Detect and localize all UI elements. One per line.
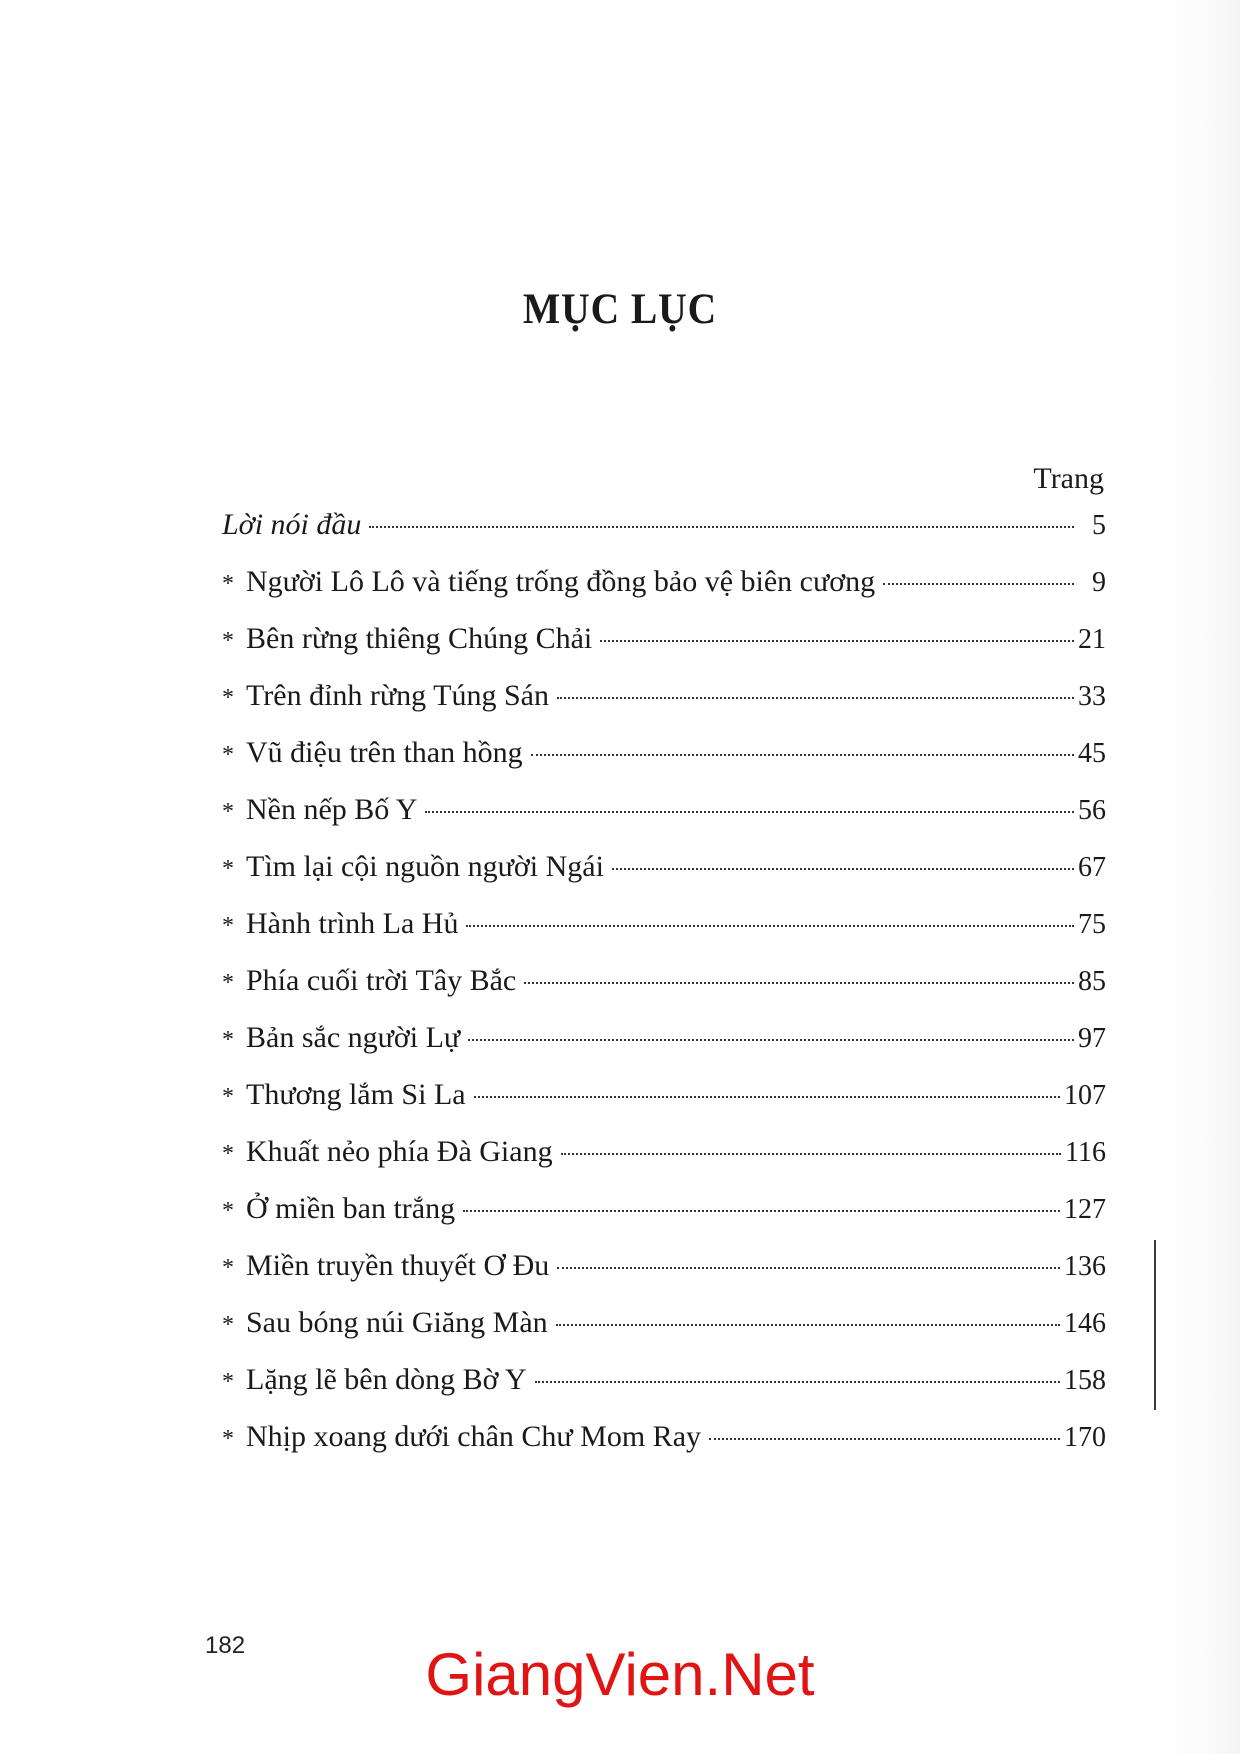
toc-entry-page: 85 (1078, 966, 1106, 997)
toc-entry-title: Bên rừng thiêng Chúng Chải (246, 622, 593, 655)
watermark (0, 1640, 1240, 1709)
dot-leader (557, 697, 1074, 699)
toc-entry-title: Nền nếp Bố Y (246, 793, 418, 826)
toc-entry-title: Khuất nẻo phía Đà Giang (246, 1135, 553, 1168)
toc-entry[interactable] (222, 736, 1106, 793)
toc-bullet: * (222, 799, 234, 825)
toc-entry-title: Lặng lẽ bên dòng Bờ Y (246, 1363, 527, 1396)
toc-entry[interactable] (222, 907, 1106, 964)
page-edge-shadow (1154, 0, 1240, 1754)
watermark-text: GiangVien.Net (425, 1641, 815, 1708)
toc-entry-title: Lời nói đầu (222, 508, 362, 541)
dot-leader (883, 583, 1074, 585)
dot-leader (556, 1324, 1060, 1326)
toc-entry-page: 45 (1078, 738, 1106, 769)
toc-entry-title: Bản sắc người Lự (246, 1021, 461, 1054)
toc-entry-title: Thương lắm Si La (246, 1078, 466, 1111)
toc-entry-title: Tìm lại cội nguồn người Ngái (246, 850, 604, 883)
binding-edge-line (1154, 1240, 1156, 1410)
page-column-label: Trang (1033, 462, 1104, 495)
toc-entry-page: 21 (1078, 624, 1106, 655)
toc-entry[interactable] (222, 1078, 1106, 1135)
toc-entry[interactable] (222, 1192, 1106, 1249)
toc-entry-title: Hành trình La Hủ (246, 907, 459, 940)
toc-entry-page: 170 (1064, 1422, 1106, 1453)
toc-entry-title: Người Lô Lô và tiếng trống đồng bảo vệ biên cương (246, 565, 876, 598)
toc-entry-title: Trên đỉnh rừng Túng Sán (246, 679, 549, 712)
dot-leader (612, 868, 1074, 870)
toc-entry-page: 136 (1064, 1251, 1106, 1282)
toc-entry-page: 56 (1078, 795, 1106, 826)
dot-leader (463, 1210, 1060, 1212)
toc-entry[interactable] (222, 1135, 1106, 1192)
toc-bullet: * (222, 1198, 234, 1224)
toc-bullet: * (222, 1312, 234, 1338)
dot-leader (709, 1438, 1060, 1440)
dot-leader (600, 640, 1074, 642)
toc-bullet: * (222, 1369, 234, 1395)
toc-entry[interactable] (222, 508, 1106, 565)
dot-leader (535, 1381, 1060, 1383)
toc-bullet: * (222, 970, 234, 996)
dot-leader (561, 1153, 1061, 1155)
dot-leader (369, 526, 1074, 528)
toc-entry-page: 158 (1064, 1365, 1106, 1396)
toc-entry[interactable] (222, 850, 1106, 907)
toc-bullet: * (222, 856, 234, 882)
toc-bullet: * (222, 913, 234, 939)
toc-entry[interactable] (222, 1249, 1106, 1306)
table-of-contents (222, 508, 1106, 1477)
toc-entry-title: Ở miền ban trắng (246, 1192, 456, 1225)
dot-leader (531, 754, 1074, 756)
toc-entry-page: 33 (1078, 681, 1106, 712)
toc-entry[interactable] (222, 679, 1106, 736)
dot-leader (425, 811, 1074, 813)
dot-leader (474, 1096, 1060, 1098)
toc-entry-page: 107 (1064, 1080, 1106, 1111)
toc-entry[interactable] (222, 622, 1106, 679)
toc-bullet: * (222, 628, 234, 654)
toc-entry-page: 97 (1078, 1023, 1106, 1054)
toc-entry-page: 127 (1064, 1194, 1106, 1225)
toc-bullet: * (222, 685, 234, 711)
toc-entry[interactable] (222, 1021, 1106, 1078)
toc-entry[interactable] (222, 964, 1106, 1021)
toc-bullet: * (222, 1426, 234, 1452)
toc-entry-page: 67 (1078, 852, 1106, 883)
page-title: MỤC LỤC (522, 286, 718, 333)
toc-entry[interactable] (222, 1420, 1106, 1477)
toc-bullet: * (222, 1027, 234, 1053)
toc-bullet: * (222, 1255, 234, 1281)
toc-entry-title: Phía cuối trời Tây Bắc (246, 964, 517, 997)
toc-entry-title: Miền truyền thuyết Ơ Đu (246, 1249, 550, 1282)
toc-entry-page: 9 (1092, 567, 1106, 598)
toc-entry[interactable] (222, 793, 1106, 850)
toc-bullet: * (222, 742, 234, 768)
dot-leader (557, 1267, 1060, 1269)
toc-entry-title: Sau bóng núi Giăng Màn (246, 1306, 548, 1339)
page-number: 182 (205, 1632, 246, 1659)
toc-entry-page: 75 (1078, 909, 1106, 940)
toc-entry-title: Vũ điệu trên than hồng (246, 736, 523, 769)
dot-leader (524, 982, 1074, 984)
toc-entry-page: 116 (1065, 1137, 1106, 1168)
toc-entry[interactable] (222, 1306, 1106, 1363)
toc-entry[interactable] (222, 565, 1106, 622)
dot-leader (466, 925, 1074, 927)
toc-entry-page: 5 (1092, 510, 1106, 541)
toc-bullet: * (222, 1141, 234, 1167)
toc-bullet: * (222, 571, 234, 597)
dot-leader (468, 1039, 1074, 1041)
toc-entry-page: 146 (1064, 1308, 1106, 1339)
toc-bullet: * (222, 1084, 234, 1110)
toc-entry-title: Nhịp xoang dưới chân Chư Mom Ray (246, 1420, 702, 1453)
toc-entry[interactable] (222, 1363, 1106, 1420)
